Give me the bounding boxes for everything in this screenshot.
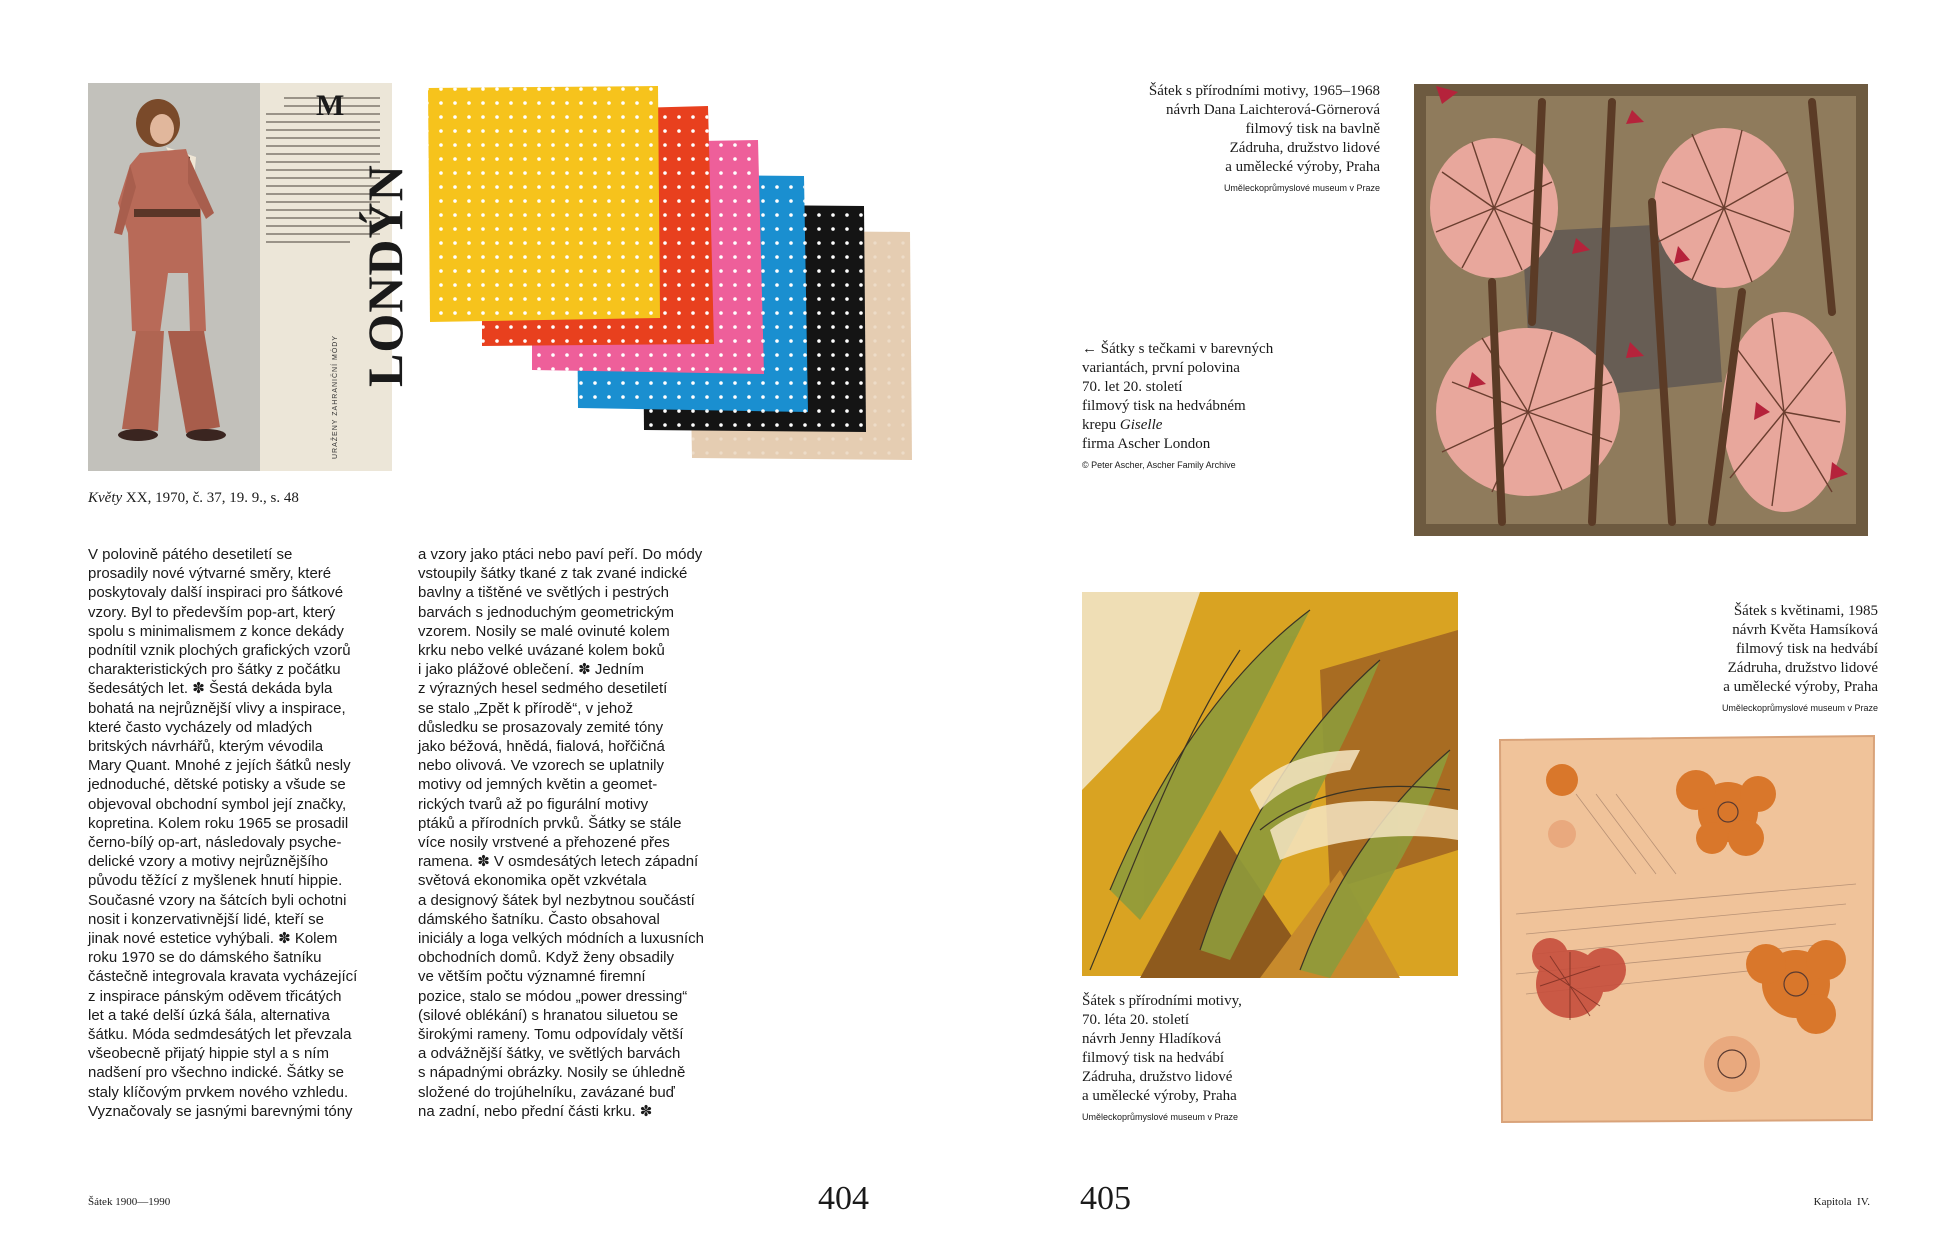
page-number-left: 404 (818, 1180, 869, 1217)
caption-dotted-scarves (1082, 340, 1382, 472)
caption-line: a umělecké výroby, Praha (1723, 679, 1878, 695)
body-line: krku nebo velké uvázané kolem boků (418, 642, 665, 660)
body-line: světová ekonomika opět vzkvétala (418, 872, 647, 890)
caption-line: filmový tisk na hedvábí (1735, 641, 1878, 657)
body-line: jako béžová, hnědá, fialová, hořčičná (418, 738, 665, 756)
body-line: a vzory jako ptáci nebo paví peří. Do módy (418, 546, 703, 563)
magazine-caption-text: XX, 1970, č. 37, 19. 9., s. 48 (122, 490, 299, 506)
magazine-clipping (88, 83, 413, 471)
body-text-column-left (88, 545, 388, 1121)
body-line: které často vycházely od mladých (88, 718, 313, 736)
caption-line: 70. léta 20. století (1082, 1012, 1190, 1028)
body-line: Mary Quant. Mnohé z jejích šátků nesly (88, 757, 351, 775)
body-line: všeobecně přijatý hippie styl a s ním (88, 1045, 329, 1063)
body-line: a designový šátek byl nezbytnou součástí (418, 891, 695, 909)
flower-scarf-photo (1496, 734, 1878, 1124)
body-text-column-right (418, 545, 738, 1121)
body-line: z inspirace pánským oděvem třicátých (88, 987, 342, 1005)
caption-line: variantách, první polovina (1082, 360, 1240, 376)
body-line: delické vzory a motivy nejrůznějšího (88, 853, 329, 871)
running-head-left: Šátek 1900—1990 (88, 1196, 171, 1208)
caption-line: filmový tisk na hedvábí (1082, 1050, 1225, 1066)
caption-line (1082, 416, 1382, 435)
body-line: ptáků a přírodních prvků. Šátky se stále (418, 814, 682, 832)
body-line: charakteristických pro šátky z počátku (88, 661, 341, 679)
body-line: částečně integrovala kravata vycházející (88, 968, 358, 986)
body-line: prosadily nové výtvarné směry, které (88, 565, 332, 583)
body-line: vzorem. Nosily se malé ovinuté kolem (418, 622, 670, 640)
body-line: ramena. ✽ V osmdesátých letech západní (418, 853, 699, 871)
body-line: Vyznačovaly se jasnými barevnými tóny (88, 1102, 353, 1120)
body-line: důsledku se prosazovaly zemité tóny (418, 718, 664, 736)
body-line: podnítil vznik plochých grafických vzorů (88, 642, 351, 660)
body-line: vzory. Byl to především pop-art, který (88, 603, 336, 621)
body-line: staly klíčovým prvkem nového vzhledu. (88, 1083, 349, 1101)
body-line: kopretina. Kolem roku 1965 se prosadil (88, 814, 349, 832)
body-line: bavlny a tištěné ve světlých i pestrých (418, 584, 669, 602)
body-line: obchodních domů. Když ženy obsadily (418, 949, 674, 967)
caption-credit: Uměleckoprůmyslové museum v Praze (1223, 183, 1380, 193)
magazine-caption (88, 490, 299, 507)
caption-line: Šátek s květinami, 1985 (1733, 603, 1878, 619)
body-line: bohatá na nejrůznější vlivy a inspirace, (88, 699, 346, 717)
body-line: složené do trojúhelníku, zavázané buď (418, 1083, 675, 1101)
caption-nature-1965 (1040, 82, 1380, 195)
body-line: dámského šatníku. Často obsahoval (418, 910, 660, 928)
caption-line: filmový tisk na bavlně (1245, 121, 1380, 137)
body-line: pozice, stalo se módou „power dressing“ (418, 987, 688, 1005)
caption-credit: © Peter Ascher, Ascher Family Archive (1082, 460, 1236, 470)
body-line: se stalo „Zpět k přírodě“, v jehož (418, 699, 634, 717)
body-line: ve větším počtu významné firemní (418, 968, 646, 986)
magazine-caption-italic: Květy (88, 490, 123, 506)
caption-line: filmový tisk na hedvábném (1082, 398, 1246, 414)
body-line: britských návrhářů, kterým vévodila (88, 738, 324, 756)
caption-line: firma Ascher London (1082, 436, 1211, 452)
body-line: nebo olivová. Ve vzorech se uplatnily (418, 757, 664, 775)
body-line: s nápadnými obrázky. Nosily se úhledně (418, 1064, 686, 1082)
body-line: nadšení pro všechno indické. Šátky se (88, 1064, 344, 1082)
caption-line-italic: Giselle (1119, 417, 1163, 433)
caption-credit: Uměleckoprůmyslové museum v Praze (1721, 703, 1878, 713)
body-line: poskytovaly další inspiraci pro šátkové (88, 584, 344, 602)
body-line: a odvážnější šátky, ve světlých barvách (418, 1045, 681, 1063)
caption-flowers-1985 (1530, 602, 1878, 715)
caption-credit: Uměleckoprůmyslové museum v Praze (1082, 1112, 1239, 1122)
body-line: i jako plážové oblečení. ✽ Jedním (418, 661, 645, 679)
caption-line: 70. let 20. století (1082, 379, 1183, 395)
body-line: původu těžící z myšlenek hnutí hippie. (88, 872, 343, 890)
body-line: jinak nové estetice vyhýbali. ✽ Kolem (88, 930, 338, 948)
body-line: objevoval obchodní symbol její značky, (88, 795, 347, 813)
body-line: Současné vzory na šátcích byli ochotni (88, 891, 347, 909)
magazine-vertical-subtitle: URAŽENY ZAHRANIČNÍ MÓDY (332, 335, 339, 459)
caption-line: návrh Jenny Hladíková (1082, 1031, 1222, 1047)
body-line: více nosily vrstvené a přehozené přes (418, 834, 670, 852)
caption-line: a umělecké výroby, Praha (1082, 1088, 1237, 1104)
caption-line: Šátek s přírodními motivy, 1965–1968 (1148, 83, 1380, 99)
caption-line: Šátek s přírodními motivy, (1082, 993, 1242, 1009)
body-line: nosit i konzervativnější lidé, kteří se (88, 910, 324, 928)
fashion-model-photo (88, 83, 392, 471)
magazine-vertical-title: LONDÝN (357, 164, 413, 387)
caption-line: návrh Dana Laichterová-Görnerová (1165, 102, 1380, 118)
body-line: motivy od jemných květin a geomet- (418, 776, 658, 794)
body-line: barvách s jednoduchým geometrickým (418, 603, 674, 621)
body-line: širokými rameny. Tomu odpovídaly větší (418, 1026, 684, 1044)
body-line: černo-bílý op-art, následovaly psyche- (88, 834, 342, 852)
body-line: jednoduché, dětské potisky a všude se (88, 776, 346, 794)
body-line: (silové oblékání) s hranatou siluetou se (418, 1006, 679, 1024)
body-line: V polovině pátého desetiletí se (88, 546, 293, 563)
running-head-right: Kapitola IV. (1813, 1196, 1870, 1208)
caption-line: ← Šátky s tečkami v barevných (1082, 341, 1274, 357)
body-line: spolu s minimalismem z konce dekády (88, 622, 344, 640)
caption-line: návrh Květa Hamsíková (1732, 622, 1878, 638)
caption-line: Zádruha, družstvo lidové (1727, 660, 1878, 676)
leaf-scarf-photo (1080, 590, 1460, 978)
caption-nature-70s (1082, 992, 1382, 1124)
body-line: iniciály a loga velkých módních a luxusních (418, 930, 704, 948)
caption-line: Zádruha, družstvo lidové (1229, 140, 1380, 156)
body-line: z výrazných hesel sedmého desetiletí (418, 680, 668, 698)
caption-line-plain: krepu (1082, 417, 1120, 433)
body-line: rických tvarů až po figurální motivy (418, 795, 649, 813)
caption-line: Zádruha, družstvo lidové (1082, 1069, 1233, 1085)
magazine-initial: M (316, 89, 345, 122)
body-line: na zadní, nebo přední části krku. ✽ (418, 1102, 653, 1120)
page-number-right: 405 (1080, 1180, 1131, 1217)
body-line: vstoupily šátky tkané z tak zvané indické (418, 565, 688, 583)
caption-line: a umělecké výroby, Praha (1225, 159, 1380, 175)
body-line: šedesátých let. ✽ Šestá dekáda byla (88, 680, 333, 698)
lotus-scarf-photo (1412, 82, 1870, 538)
body-line: šátku. Móda sedmdesátých let převzala (88, 1026, 352, 1044)
body-line: let a také delší úzká šála, alternativa (88, 1006, 330, 1024)
dotted-scarves-photo (420, 82, 920, 482)
body-line: roku 1970 se do dámského šatníku (88, 949, 322, 967)
